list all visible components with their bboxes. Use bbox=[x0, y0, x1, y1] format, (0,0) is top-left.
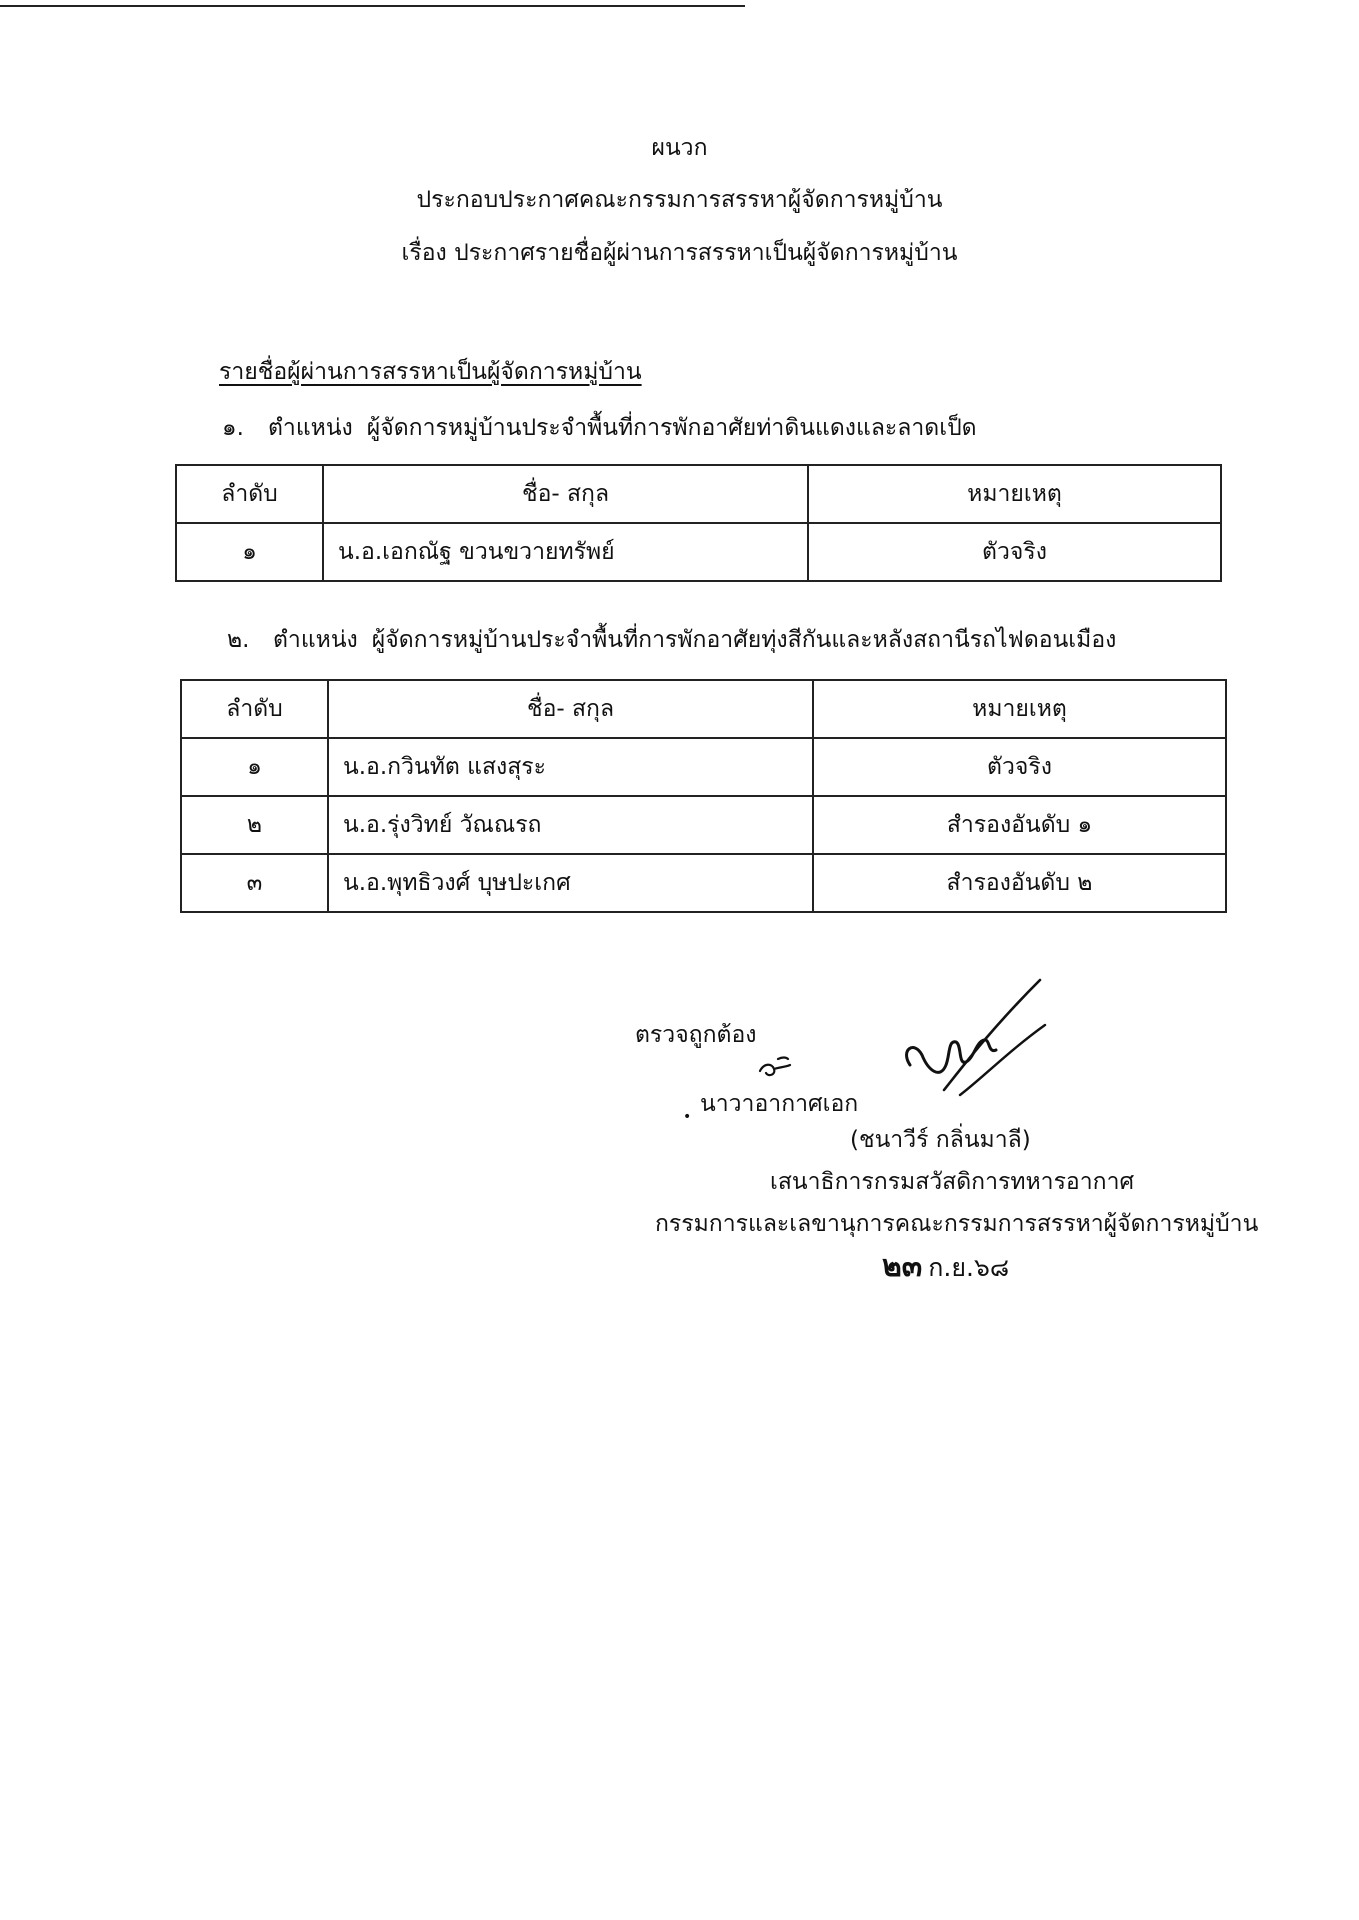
row-order: ๓ bbox=[181, 854, 328, 912]
subject-line: เรื่อง ประกาศรายชื่อผู้ผ่านการสรรหาเป็นผู้จัดการหมู่บ้าน bbox=[401, 240, 958, 266]
position-2-label: ตำแหน่ง bbox=[273, 627, 358, 653]
row-order: ๒ bbox=[181, 796, 328, 854]
section-heading: รายชื่อผู้ผ่านการสรรหาเป็นผู้จัดการหมู่บ้าน bbox=[219, 359, 642, 385]
position-2-number: ๒. bbox=[227, 627, 250, 653]
committee-role: กรรมการและเลขานุการคณะกรรมการสรรหาผู้จัดการหมู่บ้าน bbox=[655, 1211, 1259, 1237]
scan-edge-line bbox=[0, 5, 745, 7]
position-1-label: ตำแหน่ง bbox=[268, 415, 353, 441]
position-1-table bbox=[175, 464, 1222, 582]
handwritten-signature bbox=[900, 970, 1050, 1110]
row-name: น.อ.เอกณัฐ ขวนขวายทรัพย์ bbox=[323, 523, 808, 581]
row-remark: ตัวจริง bbox=[813, 738, 1226, 796]
column-header-name: ชื่อ- สกุล bbox=[328, 680, 813, 738]
row-name: น.อ.พุทธิวงศ์ บุษปะเกศ bbox=[328, 854, 813, 912]
row-remark: ตัวจริง bbox=[808, 523, 1221, 581]
column-header-remark: หมายเหตุ bbox=[813, 680, 1226, 738]
position-1-title: ผู้จัดการหมู่บ้านประจำพื้นที่การพักอาศัยท่าดินแดงและลาดเป็ด bbox=[366, 415, 977, 441]
date-day: ๒๓ bbox=[882, 1249, 923, 1284]
table-row bbox=[181, 854, 1226, 912]
table-row bbox=[181, 796, 1226, 854]
column-header-order: ลำดับ bbox=[176, 465, 323, 523]
handwritten-date bbox=[882, 1249, 1010, 1284]
row-remark: สำรองอันดับ ๑ bbox=[813, 796, 1226, 854]
date-month-year: ก.ย.๖๘ bbox=[928, 1253, 1010, 1282]
row-name: น.อ.รุ่งวิทย์ วัณณรถ bbox=[328, 796, 813, 854]
position-1-number: ๑. bbox=[222, 415, 244, 441]
initial-mark bbox=[756, 1053, 792, 1081]
column-header-name: ชื่อ- สกุล bbox=[323, 465, 808, 523]
table-header-row bbox=[181, 680, 1226, 738]
column-header-order: ลำดับ bbox=[181, 680, 328, 738]
stray-dot: • bbox=[683, 1109, 692, 1125]
appendix-title: ผนวก bbox=[651, 135, 708, 161]
signer-name: (ชนาวีร์ กลิ่นมาลี) bbox=[850, 1127, 1031, 1153]
table-row bbox=[181, 738, 1226, 796]
verified-label: ตรวจถูกต้อง bbox=[635, 1022, 757, 1048]
position-2-line bbox=[227, 625, 1116, 655]
position-1-line bbox=[222, 413, 977, 443]
position-2-title: ผู้จัดการหมู่บ้านประจำพื้นที่การพักอาศัยทุ่งสีกันและหลังสถานีรถไฟดอนเมือง bbox=[371, 627, 1117, 653]
table-row bbox=[176, 523, 1221, 581]
table-header-row bbox=[176, 465, 1221, 523]
row-order: ๑ bbox=[176, 523, 323, 581]
signer-position: เสนาธิการกรมสวัสดิการทหารอากาศ bbox=[770, 1169, 1135, 1195]
column-header-remark: หมายเหตุ bbox=[808, 465, 1221, 523]
position-2-table bbox=[180, 679, 1227, 913]
row-remark: สำรองอันดับ ๒ bbox=[813, 854, 1226, 912]
row-order: ๑ bbox=[181, 738, 328, 796]
attached-to-line: ประกอบประกาศคณะกรรมการสรรหาผู้จัดการหมู่บ้าน bbox=[416, 187, 943, 213]
row-name: น.อ.กวินทัต แสงสุระ bbox=[328, 738, 813, 796]
rank-label: นาวาอากาศเอก bbox=[700, 1091, 859, 1117]
